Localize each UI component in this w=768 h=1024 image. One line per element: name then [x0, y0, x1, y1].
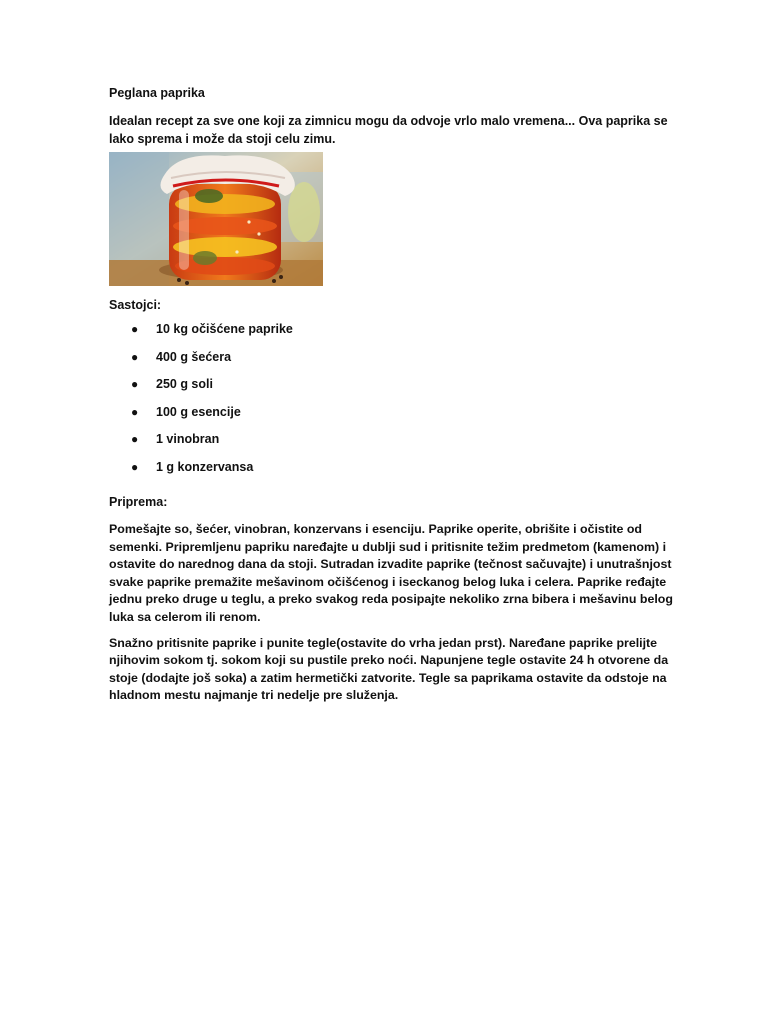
document-page	[109, 84, 694, 713]
list-item	[109, 348, 694, 376]
list-item	[109, 375, 694, 403]
ingredient-text: 10 kg očišćene paprike	[156, 322, 293, 336]
preparation-paragraph-2: Snažno pritisnite paprike i punite tegle(ostavite do vrha jedan prst). Naređane paprike prelijte njihovim sokom tj. sokom koji su pustile preko noći. Napunjene tegle ostavite 24 h otvorene da stoje (dodajte još soka) a zatim hermetički zatvorite. Tegle sa paprikama ostavite da odstoje na hladnom mestu najmanje tri nedelje pre služenja.	[109, 635, 669, 703]
list-item	[109, 430, 694, 458]
bullet-icon: ●	[131, 459, 139, 474]
ingredient-text: 100 g esencije	[156, 404, 241, 419]
ingredients-heading: Sastojci:	[109, 298, 162, 312]
preparation-paragraph-1: Pomešajte so, šećer, vinobran, konzervans i esenciju. Paprike operite, obrišite i očistite od semenki. Pripremljenu papriku naređajte u dublji sud i pritisnite težim predmetom (kamenom) i ostavite do narednog dana da stoji. Sutradan izvadite paprike (tečnost sačuvajte) i unutrašnjost svake paprike premažite mešavinom očišćenog i iseckanog belog luka i celera. Paprike ređajte jednu preko druge u teglu, a preko svakog reda posipajte nekoliko zrna bibera i mešavinu belog luka sa celerom ili renom.	[109, 522, 673, 624]
preparation-heading: Priprema:	[109, 495, 168, 509]
list-item	[109, 403, 694, 431]
ingredient-text: 400 g šećera	[156, 349, 232, 364]
bullet-icon: ●	[131, 377, 139, 391]
recipe-title: Peglana paprika	[109, 86, 205, 100]
ingredient-text: 1 g konzervansa	[156, 459, 254, 474]
list-item	[109, 458, 694, 486]
bullet-icon: ●	[131, 322, 139, 336]
recipe-intro: Idealan recept za sve one koji za zimnicu mogu da odvoje vrlo malo vremena... Ova paprika se lako sprema i može da stoji celu zimu.	[109, 114, 668, 146]
ingredient-text: 250 g soli	[156, 377, 213, 391]
bullet-icon: ●	[131, 349, 139, 364]
ingredients-list	[109, 320, 694, 485]
bullet-icon: ●	[131, 404, 139, 419]
pepper-jar-photo	[109, 152, 323, 286]
bullet-icon: ●	[131, 432, 139, 446]
ingredient-text: 1 vinobran	[156, 432, 220, 446]
list-item	[109, 320, 694, 348]
